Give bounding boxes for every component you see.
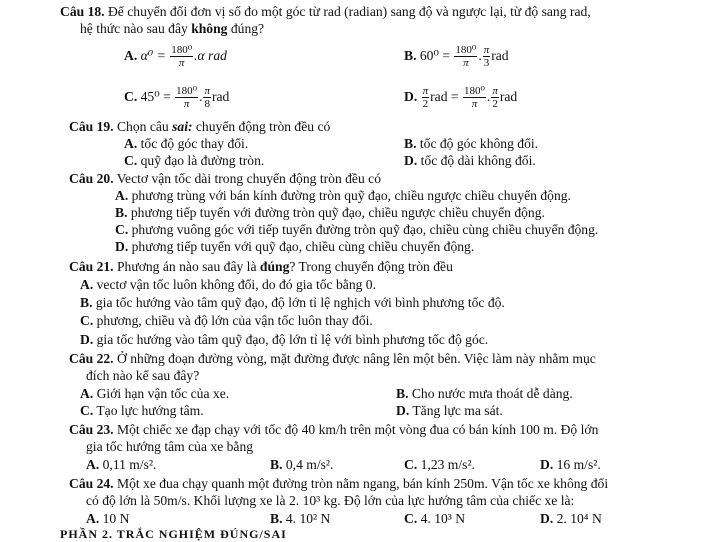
q21-option-b-text: gia tốc hướng vào tâm quỹ đạo, độ lớn tỉ lệ nghịch với bình phương tốc độ. (92, 295, 505, 310)
q21-option-a (80, 277, 376, 293)
q22-option-d-letter: D. (396, 403, 410, 418)
q23-option-b (270, 457, 333, 473)
q23-number: Câu 23. (69, 422, 114, 437)
q23-option-a-text: 0,11 m/s². (99, 457, 157, 472)
q20-option-d-text: phương tiếp tuyến với quỹ đạo, chiều cùng chiều chuyển động. (128, 239, 475, 254)
q20-number: Câu 20. (69, 171, 114, 186)
q18-option-c-dot: . (199, 89, 203, 104)
q23-option-d-text: 16 m/s². (553, 457, 601, 472)
q19-option-a (124, 136, 248, 152)
q22-stem-line2 (86, 368, 199, 384)
q20-option-c (115, 222, 598, 238)
q21-option-c-letter: C. (80, 313, 94, 328)
q18-option-c-den: π (183, 98, 190, 111)
q23-stem-line1 (69, 422, 598, 438)
q24-option-c-text: 4. 10³ N (417, 511, 466, 526)
q18-option-b-num2: π (483, 44, 490, 57)
q18-option-c-num: 180⁰ (176, 85, 198, 98)
q20-option-a-text: phương trùng với bán kính đường tròn quỹ đạo, chiều ngược chiều chuyển động. (128, 188, 571, 203)
q18-option-c-tail: rad (211, 89, 230, 104)
q19-option-b-letter: B. (404, 136, 417, 151)
q21-stem (69, 259, 453, 275)
q18-option-b-tail: rad (491, 48, 509, 63)
q19-stem-c: chuyển động tròn đều có (192, 119, 331, 134)
q19-stem (69, 119, 330, 135)
q18-option-d-num0: π (422, 85, 429, 98)
q23-option-c-text: 1,23 m/s². (417, 457, 475, 472)
q20-option-c-text: phương vuông góc với tiếp tuyến đường tròn quỹ đạo, chiều cùng chiều chuyển động. (128, 222, 599, 237)
q22-option-b-text: Cho nước mưa thoát dễ dàng. (408, 386, 573, 401)
q24-stem2: có độ lớn là 50m/s. Khối lượng xe là 2. 10³ kg. Độ lớn của lực hướng tâm của chiếc xe là: (86, 493, 575, 508)
q18-option-d-lhs: rad = (430, 89, 459, 104)
q24-number: Câu 24. (69, 476, 114, 491)
q19-option-d-text: tốc độ dài không đổi. (417, 153, 536, 168)
q24-option-b-letter: B. (270, 511, 283, 526)
q22-option-a-letter: A. (80, 386, 94, 401)
q18-option-c-den2: 8 (204, 98, 210, 111)
q18-option-a-den: π (178, 57, 185, 70)
q21-option-d (80, 332, 488, 348)
q24-stem-line1 (69, 476, 608, 492)
q18-option-a-letter: A. (124, 48, 138, 63)
q22-option-b (396, 386, 573, 402)
q23-option-c (404, 457, 475, 473)
q18-option-d-fraction0 (422, 85, 430, 110)
q21-option-d-text: gia tốc hướng vào tâm quỹ đạo, độ lớn tỉ lệ với bình phương tốc độ góc. (93, 332, 489, 347)
q21-number: Câu 21. (69, 259, 114, 274)
q20-option-d-letter: D. (115, 239, 129, 254)
q21-option-a-letter: A. (80, 277, 94, 292)
q18-stem2-bold: không (191, 21, 228, 36)
q19-option-b (404, 136, 538, 152)
q24-option-c-letter: C. (404, 511, 418, 526)
q18-option-a-tail: .α rad (194, 48, 227, 63)
q20-option-b-letter: B. (115, 205, 128, 220)
q18-option-b-fraction2 (483, 44, 491, 69)
q18-option-c (124, 85, 229, 110)
q18-stem-line1 (60, 4, 591, 20)
q19-option-d (404, 153, 536, 169)
q18-option-a-num: 180⁰ (171, 44, 193, 57)
q18-option-d-den2: 2 (492, 98, 498, 111)
q18-stem2c: đúng? (227, 21, 265, 36)
q20-option-b-text: phương tiếp tuyến với đường tròn quỹ đạo, chiều ngược chiều chuyển động. (127, 205, 545, 220)
q18-option-b-fraction1 (454, 44, 477, 69)
q24-option-a-text: 10 N (99, 511, 130, 526)
q18-option-b-num: 180⁰ (455, 44, 477, 57)
q21-option-d-letter: D. (80, 332, 94, 347)
q23-stem2: gia tốc hướng tâm của xe bằng (86, 439, 254, 454)
q20-option-b (115, 205, 545, 221)
q21-stem-c: ? Trong chuyển động tròn đều (289, 259, 453, 274)
q23-option-a-letter: A. (86, 457, 100, 472)
q18-option-d-num2: π (492, 85, 498, 98)
q19-stem-a: Chọn câu (113, 119, 173, 134)
q20-stem (69, 171, 381, 187)
q23-option-d (540, 457, 601, 473)
q20-option-d (115, 239, 474, 255)
q18-option-c-fraction2 (203, 85, 211, 110)
q19-option-d-letter: D. (404, 153, 418, 168)
q24-option-d (540, 511, 602, 527)
q22-option-b-letter: B. (396, 386, 409, 401)
q18-option-b-den: π (463, 57, 469, 70)
q24-option-b-text: 4. 10² N (282, 511, 331, 526)
q23-option-d-letter: D. (540, 457, 554, 472)
q18-option-c-letter: C. (124, 89, 138, 104)
q22-stem1: Ở những đoạn đường vòng, mặt đường được nâng lên một bên. Việc làm này nhằm mục (113, 351, 596, 366)
q18-option-d-fraction2 (491, 85, 499, 110)
q20-option-c-letter: C. (115, 222, 129, 237)
q18-option-d-fraction1 (463, 85, 486, 110)
q18-option-b-den2: 3 (483, 57, 490, 70)
q19-option-c-letter: C. (124, 153, 138, 168)
section-footer-heading: PHẦN 2. TRẮC NGHIỆM ĐÚNG/SAI (60, 527, 287, 541)
q24-option-a-letter: A. (86, 511, 100, 526)
q18-option-c-lhs: 45⁰ = (140, 89, 171, 104)
q24-option-d-letter: D. (540, 511, 554, 526)
q18-option-c-num2: π (204, 85, 210, 98)
q18-option-a-fraction (170, 44, 193, 69)
q19-option-c (124, 153, 264, 169)
q24-option-a (86, 511, 129, 527)
q22-option-c-letter: C. (80, 403, 94, 418)
q22-stem2: đích nào kể sau đây? (86, 368, 200, 383)
q18-stem2a: hệ thức nào sau đây (80, 21, 192, 36)
q22-option-d (396, 403, 503, 419)
q21-option-b (80, 295, 505, 311)
q23-option-b-letter: B. (270, 457, 283, 472)
q19-number: Câu 19. (69, 119, 114, 134)
q23-stem-line2 (86, 439, 253, 455)
q18-stem1: Để chuyển đổi đơn vị số đo một góc từ rad (radian) sang độ và ngược lại, từ độ sang rad, (107, 4, 591, 19)
q18-option-d-dot: . (486, 89, 491, 104)
q18-number: Câu 18. (60, 4, 105, 19)
q18-option-a-lhs: α⁰ = (140, 48, 166, 63)
q21-option-c-text: phương, chiều và độ lớn của vận tốc luôn thay đổi. (93, 313, 373, 328)
q18-stem-line2 (80, 21, 264, 37)
q18-option-d-tail: rad (499, 89, 518, 104)
q24-option-b (270, 511, 330, 527)
q18-option-d (404, 85, 517, 110)
q23-option-a (86, 457, 156, 473)
q18-option-b (404, 44, 509, 69)
q18-option-c-fraction1 (175, 85, 198, 110)
q24-option-c (404, 511, 465, 527)
q18-option-b-lhs: 60⁰ = (419, 48, 450, 63)
q19-option-c-text: quỹ đạo là đường tròn. (137, 153, 265, 168)
q20-option-a (115, 188, 571, 204)
q24-stem1: Một xe đua chạy quanh một đường tròn nằm ngang, bán kính 250m. Vận tốc xe không đổi (113, 476, 609, 491)
q22-stem-line1 (69, 351, 596, 367)
q19-option-a-text: tốc độ góc thay đổi. (137, 136, 249, 151)
q23-option-c-letter: C. (404, 457, 418, 472)
q21-option-b-letter: B. (80, 295, 93, 310)
q18-option-b-letter: B. (404, 48, 417, 63)
q24-stem-line2 (86, 493, 574, 509)
q18-option-d-letter: D. (404, 89, 418, 104)
q23-stem1: Một chiếc xe đạp chạy với tốc độ 40 km/h trên một vòng đua có bán kính 100 m. Độ lớn (113, 422, 599, 437)
q20-option-a-letter: A. (115, 188, 129, 203)
q21-stem-bold: đúng (259, 259, 290, 274)
q18-option-d-den0: 2 (422, 98, 429, 111)
q20-stem-text: Vectơ vận tốc dài trong chuyển động tròn đều có (113, 171, 381, 186)
q18-option-a (124, 44, 227, 69)
q21-option-c (80, 313, 373, 329)
q19-option-b-text: tốc độ góc không đổi. (416, 136, 539, 151)
q22-option-c-text: Tạo lực hướng tâm. (93, 403, 204, 418)
q21-option-a-text: vectơ vận tốc luôn không đổi, do đó gia tốc bằng 0. (93, 277, 377, 292)
q22-option-a (80, 386, 229, 402)
q22-option-c (80, 403, 204, 419)
q23-option-b-text: 0,4 m/s². (282, 457, 334, 472)
q18-option-d-num: 180⁰ (463, 85, 485, 98)
q22-number: Câu 22. (69, 351, 114, 366)
q18-option-d-den: π (471, 98, 478, 111)
q21-stem-a: Phương án nào sau đây là (113, 259, 260, 274)
q22-option-d-text: Tăng lực ma sát. (409, 403, 503, 418)
q19-stem-bold: sai: (172, 119, 193, 134)
q19-option-a-letter: A. (124, 136, 138, 151)
q24-option-d-text: 2. 10⁴ N (553, 511, 602, 526)
q22-option-a-text: Giới hạn vận tốc của xe. (93, 386, 230, 401)
q18-option-b-dot: . (478, 48, 482, 63)
